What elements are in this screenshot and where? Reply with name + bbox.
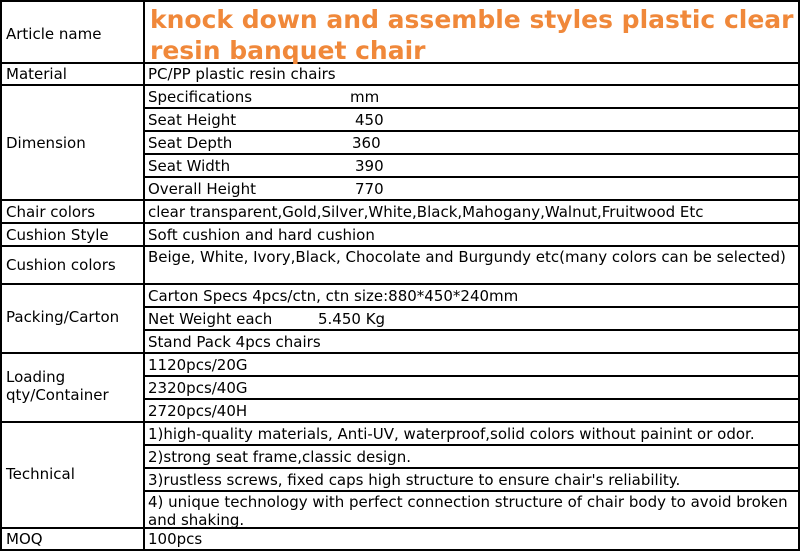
dimension-row-name: Seat Width bbox=[148, 157, 231, 175]
dimension-row-name: Seat Height bbox=[148, 111, 237, 129]
label-article-name: Article name bbox=[6, 25, 102, 43]
dimension-row-value: 360 bbox=[352, 134, 381, 152]
label-material: Material bbox=[6, 65, 67, 83]
technical-item: 2)strong seat frame,classic design. bbox=[148, 448, 411, 466]
dimension-row-name: Seat Depth bbox=[148, 134, 233, 152]
dimension-row-value: 390 bbox=[355, 157, 384, 175]
dimension-row-value: 450 bbox=[355, 111, 384, 129]
label-cushion-colors: Cushion colors bbox=[6, 256, 116, 274]
cushion-colors-value: Beige, White, Ivory,Black, Chocolate and Burgundy etc(many colors can be selected) bbox=[148, 248, 786, 266]
technical-item: 4) unique technology with perfect connection structure of chair body to avoid broken and shaking. bbox=[148, 493, 788, 527]
net-weight-label: Net Weight each bbox=[148, 310, 273, 328]
product-title: knock down and assemble styles plastic clear resin banquet chair bbox=[150, 5, 794, 65]
label-technical: Technical bbox=[6, 465, 75, 483]
label-dimension: Dimension bbox=[6, 134, 86, 152]
dimension-row-value: 770 bbox=[355, 180, 384, 198]
moq-value: 100pcs bbox=[148, 530, 203, 548]
dimension-row-name: Specifications bbox=[148, 88, 253, 106]
cushion-style-value: Soft cushion and hard cushion bbox=[148, 226, 375, 244]
label-moq: MOQ bbox=[6, 530, 43, 548]
dimension-row-name: Overall Height bbox=[148, 180, 256, 198]
label-chair-colors: Chair colors bbox=[6, 203, 96, 221]
chair-colors-value: clear transparent,Gold,Silver,White,Black,Mahogany,Walnut,Fruitwood Etc bbox=[148, 203, 704, 221]
loading-item: 2720pcs/40H bbox=[148, 402, 248, 420]
material-value: PC/PP plastic resin chairs bbox=[148, 65, 336, 83]
technical-item: 1)high-quality materials, Anti-UV, waterproof,solid colors without painint or odor. bbox=[148, 425, 755, 443]
label-loading: Loading qty/Container bbox=[6, 368, 109, 404]
net-weight-value: 5.450 Kg bbox=[318, 310, 386, 328]
loading-item: 1120pcs/20G bbox=[148, 356, 248, 374]
dimension-row-value: mm bbox=[350, 88, 380, 106]
loading-item: 2320pcs/40G bbox=[148, 379, 248, 397]
carton-specs: Carton Specs 4pcs/ctn, ctn size:880*450*240mm bbox=[148, 287, 519, 305]
stand-pack: Stand Pack 4pcs chairs bbox=[148, 333, 321, 351]
label-cushion-style: Cushion Style bbox=[6, 226, 109, 244]
label-packing: Packing/Carton bbox=[6, 308, 120, 326]
technical-item: 3)rustless screws, fixed caps high structure to ensure chair's reliability. bbox=[148, 471, 681, 489]
